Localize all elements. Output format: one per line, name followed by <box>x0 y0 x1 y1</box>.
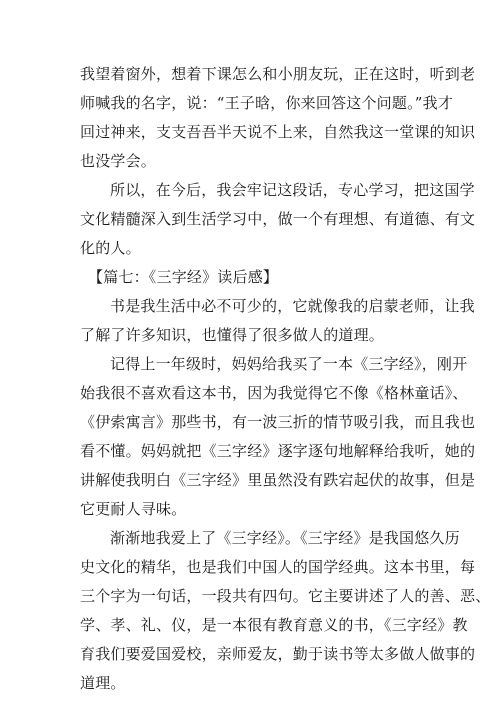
text-line: 书是我生活中必不可少的，它就像我的启蒙老师，让我 <box>110 297 475 315</box>
text-line: 文化精髓深入到生活学习中，做一个有理想、有道德、有文 <box>80 210 476 228</box>
text-line: 回过神来，支支吾吾半天说不上来，自然我这一堂课的知识 <box>80 123 476 141</box>
text-line: 我望着窗外，想着下课怎么和小朋友玩，正在这时，听到老 <box>80 65 476 83</box>
text-line: 它更耐人寻味。 <box>80 500 187 518</box>
text-line: 记得上一年级时，妈妈给我买了一本《三字经》，刚开 <box>110 355 468 373</box>
text-line: 学、孝、礼、仪，是一本很有教育意义的书，《三字经》教 <box>80 616 468 634</box>
text-line: 渐渐地我爱上了《三字经》。《三字经》是我国悠久历 <box>110 529 460 547</box>
text-line: 看不懂。妈妈就把《三字经》逐字逐句地解释给我听，她的 <box>80 442 476 460</box>
text-line: 道理。 <box>80 674 126 692</box>
text-line: 师喊我的名字，说：“王子晗，你来回答这个问题。”我才 <box>80 94 454 112</box>
text-line: 始我很不喜欢看这本书，因为我觉得它不像《格林童话》、 <box>80 384 468 402</box>
section-heading: 【篇七：《三字经》读后感】 <box>88 268 279 286</box>
text-line: 史文化的精华，也是我们中国人的国学经典。这本书里，每 <box>80 558 476 576</box>
text-line: 《伊索寓言》那些书，有一波三折的情节吸引我，而且我也 <box>80 413 476 431</box>
text-line: 育我们要爱国爱校，亲师爱友，勤于读书等太多做人做事的 <box>80 645 476 663</box>
text-line: 三个字为一句话，一段共有四句。它主要讲述了人的善、恶、 <box>80 587 491 605</box>
text-line: 讲解使我明白《三字经》里虽然没有跌宕起伏的故事，但是 <box>80 471 476 489</box>
text-line: 化的人。 <box>80 239 141 257</box>
text-line: 了解了许多知识，也懂得了很多做人的道理。 <box>80 326 385 344</box>
text-line: 所以，在今后，我会牢记这段话，专心学习，把这国学 <box>110 181 475 199</box>
text-line: 也没学会。 <box>80 152 157 170</box>
